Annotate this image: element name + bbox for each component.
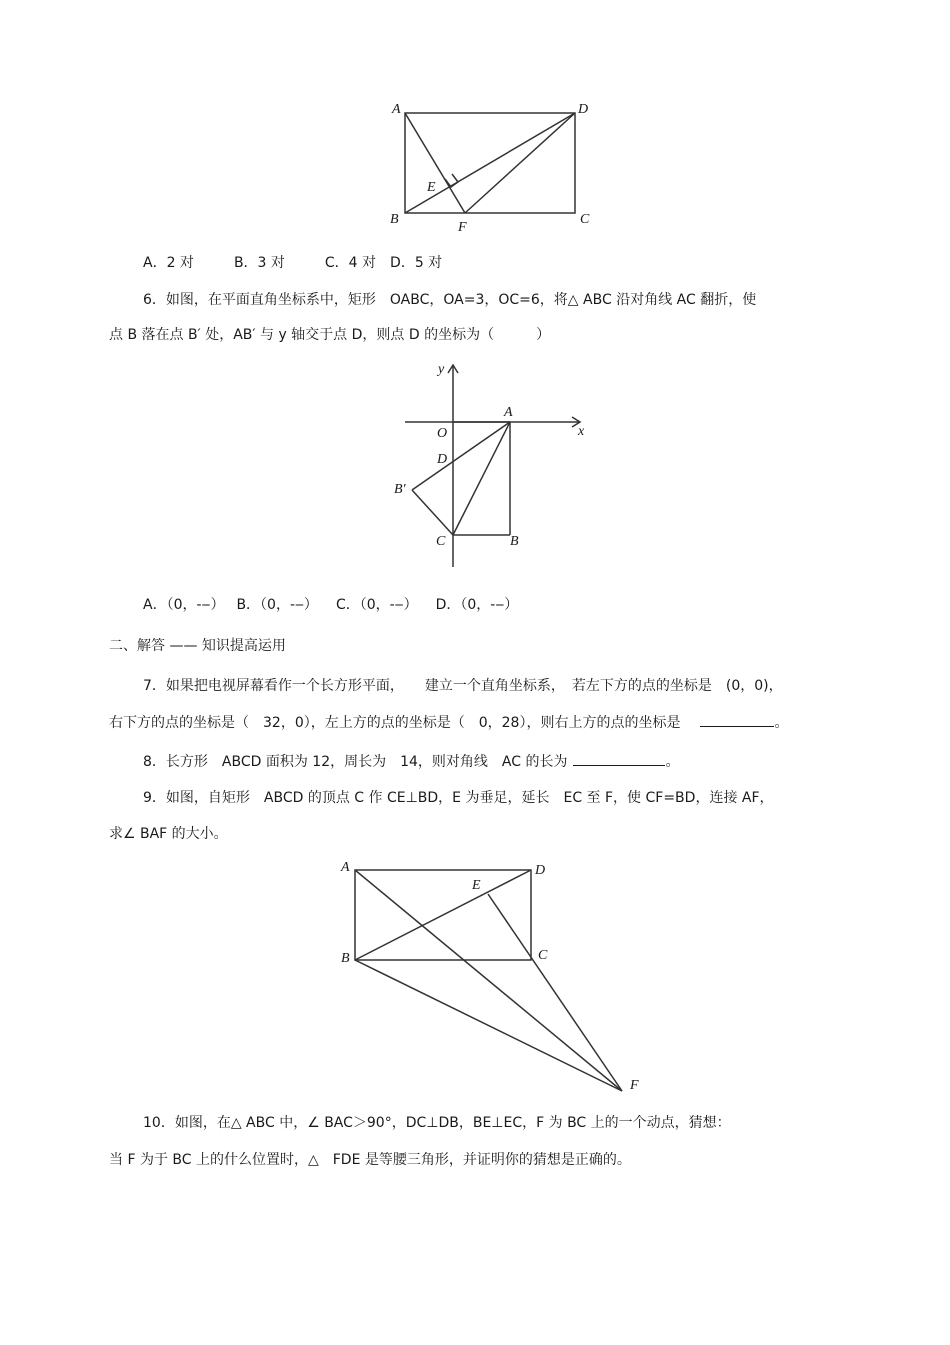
q6-option-d: D．（0，-‒） (435, 597, 519, 613)
q9-line-1: 9．如图，自矩形 ABCD 的顶点 C 作 CE⊥BD，E 为垂足，延长 EC 至 F，使 CF=BD，连接 AF， (143, 790, 774, 806)
label-y: y (438, 362, 445, 377)
q7-line-2 (109, 712, 788, 733)
section-heading: 二、解答 —— 知识提高运用 (109, 638, 286, 654)
q5-option-b: B．3 对 (233, 255, 285, 271)
label-f: F (630, 1078, 639, 1093)
q8-answer-blank[interactable] (573, 751, 665, 766)
label-d: D (535, 863, 546, 878)
label-c: C (580, 212, 590, 227)
q7-line-2-text: 右下方的点的坐标是（ 32，0），左上方的点的坐标是（ 0，28），则右上方的点的坐标是 (109, 715, 681, 731)
q5-option-d: D．5 对 (390, 255, 443, 271)
figure-rectangle-abcd-q5 (385, 95, 600, 235)
label-d: D (578, 102, 589, 117)
q8-line (143, 751, 679, 772)
q6-options (143, 595, 518, 615)
q6-option-b: B．（0，-‒） (236, 597, 318, 613)
label-x: x (578, 424, 585, 439)
label-b: B (341, 951, 350, 966)
label-f: F (458, 220, 467, 235)
q8-text: 8．长方形 ABCD 面积为 12，周长为 14，则对角线 AC 的长为 (143, 754, 568, 770)
q6-option-a: A．（0，-‒） (143, 597, 225, 613)
q5-option-c: C．4 对 (324, 255, 377, 271)
q6-line-1: 6．如图，在平面直角坐标系中，矩形 OABC，OA=3，OC=6，将△ ABC 沿对角线 AC 翻折，使 (143, 292, 757, 308)
q7-end: 。 (774, 715, 789, 731)
label-c: C (538, 948, 548, 963)
q6-option-c: C．（0，-‒） (335, 597, 418, 613)
q7-line-1: 7．如果把电视屏幕看作一个长方形平面， 建立一个直角坐标系， 若左下方的点的坐标是 (0，0)， (143, 678, 783, 694)
label-e: E (427, 180, 436, 195)
label-b: B (510, 534, 519, 549)
label-b: B (390, 212, 399, 227)
q6-line-2: 点 B 落在点 B′ 处，AB′ 与 y 轴交于点 D，则点 D 的坐标为（ ） (109, 327, 551, 343)
q10-line-2: 当 F 为于 BC 上的什么位置时，△ FDE 是等腰三角形，并证明你的猜想是正确的。 (109, 1152, 631, 1168)
q7-answer-blank[interactable] (700, 712, 774, 727)
label-a: A (504, 405, 513, 420)
label-c: C (436, 534, 446, 549)
figure-rectangle-q9 (335, 855, 655, 1095)
label-a: A (392, 102, 401, 117)
label-o: O (437, 426, 448, 441)
q5-option-a: A．2 对 (143, 255, 194, 271)
q9-line-2: 求∠ BAF 的大小。 (109, 826, 228, 842)
label-a: A (341, 860, 350, 875)
q8-end: 。 (665, 754, 680, 770)
label-b-prime: B′ (394, 482, 406, 497)
q10-line-1: 10．如图，在△ ABC 中，∠ BAC＞90°，DC⊥DB，BE⊥EC，F 为 BC 上的一个动点，猜想： (143, 1115, 731, 1131)
label-d: D (437, 452, 448, 467)
q5-options (143, 253, 442, 273)
label-e: E (472, 878, 481, 893)
figure-coordinate-q6 (390, 355, 600, 570)
